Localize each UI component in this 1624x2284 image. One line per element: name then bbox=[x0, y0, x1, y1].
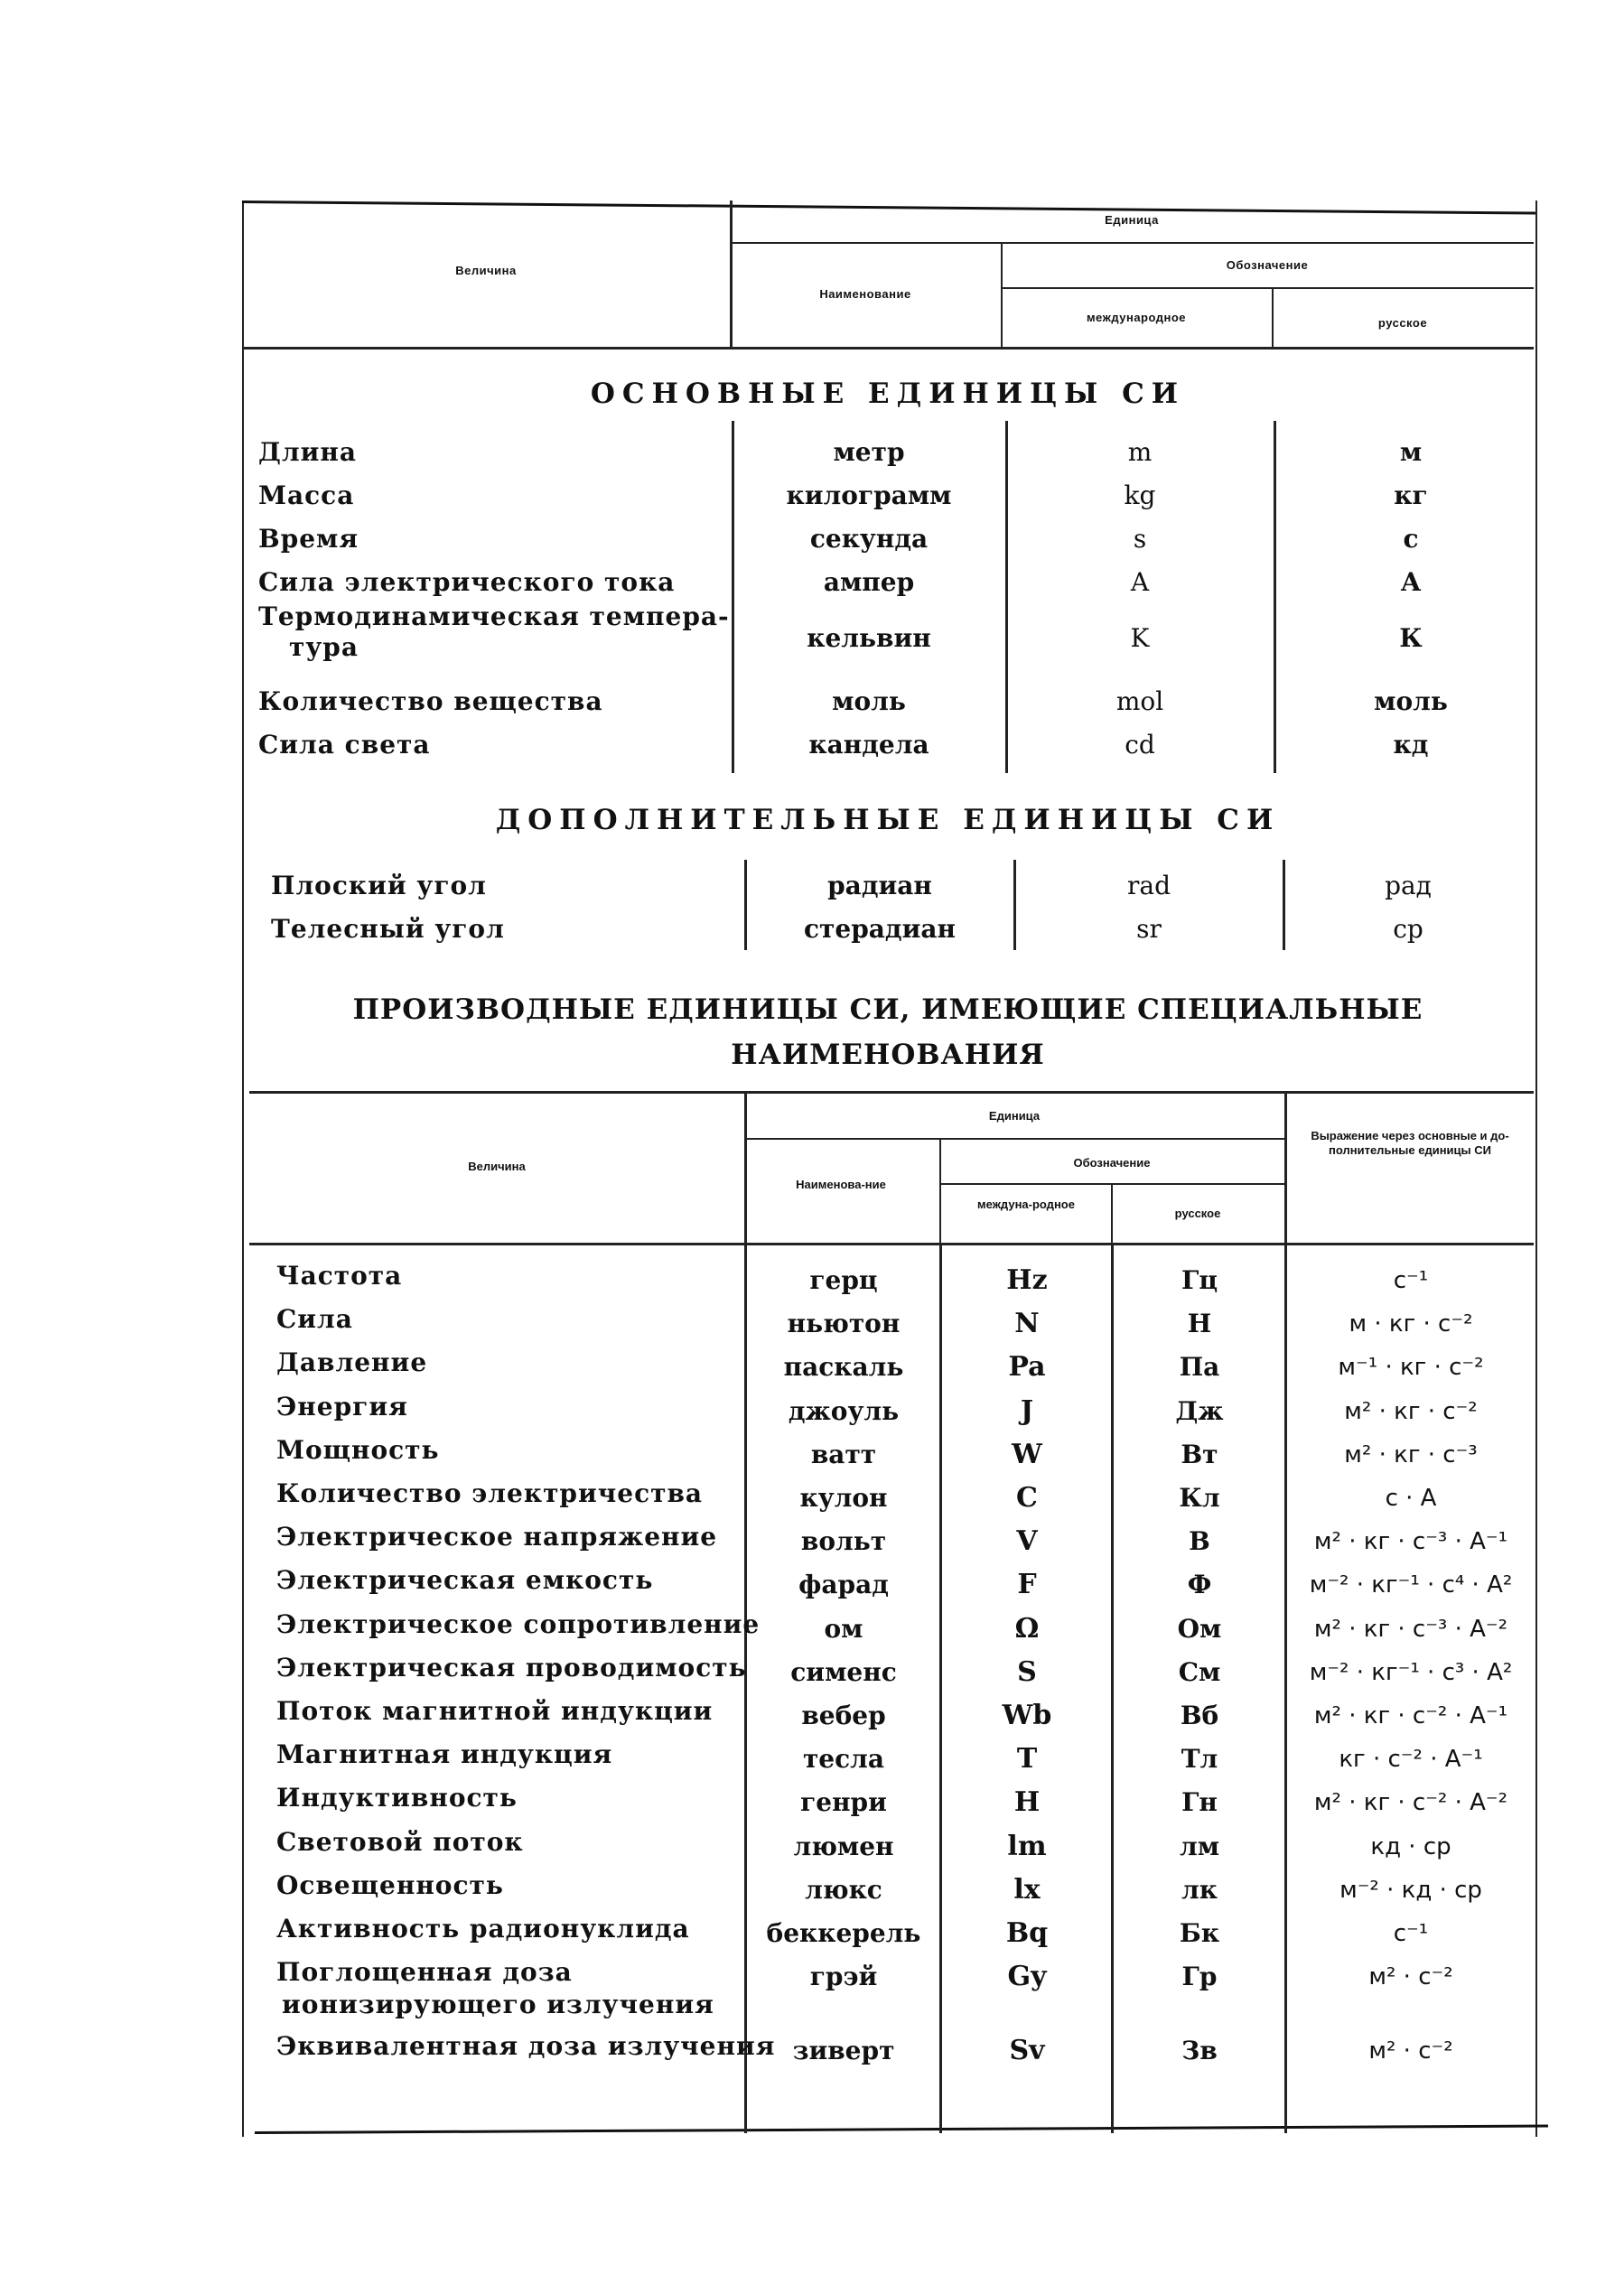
base-unit-row bbox=[0, 432, 1624, 473]
unit-name: моль bbox=[832, 686, 906, 716]
unit-international-symbol: cd bbox=[1125, 730, 1155, 760]
unit-name: килограмм bbox=[786, 480, 952, 510]
quantity-name: Электрическое напряжение bbox=[276, 1522, 718, 1552]
derived-unit-row bbox=[0, 1827, 1624, 1870]
derived-title-line2: НАИМЕНОВАНИЯ bbox=[731, 1039, 1045, 1071]
quantity-name: Частота bbox=[276, 1261, 403, 1291]
unit-russian-symbol: Зв bbox=[1181, 2036, 1218, 2066]
unit-name: метр bbox=[833, 437, 905, 467]
unit-name: герц bbox=[809, 1265, 878, 1295]
quantity-name: Поглощенная доза bbox=[276, 1957, 573, 1988]
unit-russian-symbol: К bbox=[1399, 623, 1423, 653]
expression-in-base-units: кг · с⁻² · А⁻¹ bbox=[1339, 1746, 1483, 1774]
base-unit-row bbox=[0, 562, 1624, 603]
derived-unit-row bbox=[0, 1609, 1624, 1653]
unit-russian-symbol: А bbox=[1400, 567, 1422, 597]
expression-in-base-units: м² · кг · с⁻² · А⁻² bbox=[1313, 1789, 1508, 1817]
header-designation: Обозначение bbox=[1226, 258, 1309, 272]
unit-international-symbol: Wb bbox=[1002, 1700, 1052, 1731]
expression-in-base-units: м² · кг · с⁻³ · А⁻¹ bbox=[1313, 1528, 1508, 1556]
base-unit-row bbox=[0, 681, 1624, 722]
unit-russian-symbol: Гн bbox=[1181, 1787, 1218, 1818]
unit-russian-symbol: Ф bbox=[1187, 1570, 1212, 1600]
derived-unit-row bbox=[0, 1739, 1624, 1783]
unit-international-symbol: K bbox=[1130, 623, 1150, 653]
unit-international-symbol: m bbox=[1127, 437, 1153, 467]
unit-russian-symbol: рад bbox=[1385, 871, 1432, 900]
unit-russian-symbol: кд bbox=[1393, 730, 1429, 760]
unit-international-symbol: C bbox=[1016, 1482, 1038, 1514]
unit-international-symbol: sr bbox=[1136, 914, 1162, 944]
quantity-name: Освещенность bbox=[276, 1869, 504, 1900]
unit-international-symbol: A bbox=[1130, 567, 1150, 597]
quantity-name: Термодинамическая темпера- bbox=[258, 601, 730, 631]
unit-name: сименс bbox=[790, 1656, 897, 1687]
expression-in-base-units: м² · кг · с⁻² · А⁻¹ bbox=[1313, 1702, 1508, 1729]
quantity-name: Электрическое сопротивление bbox=[276, 1608, 761, 1639]
derived-unit-row bbox=[0, 1696, 1624, 1739]
quantity-name: Мощность bbox=[276, 1434, 440, 1465]
unit-russian-symbol: Гр bbox=[1181, 1962, 1218, 1992]
unit-russian-symbol: Кл bbox=[1179, 1483, 1220, 1513]
unit-international-symbol: F bbox=[1017, 1569, 1037, 1601]
unit-name: беккерель bbox=[766, 1918, 921, 1948]
unit-name: паскаль bbox=[783, 1352, 904, 1383]
supplementary-unit-row bbox=[0, 909, 1624, 950]
unit-russian-symbol: Бк bbox=[1179, 1918, 1220, 1948]
quantity-name: Время bbox=[258, 524, 359, 554]
quantity-name: Магнитная индукция bbox=[276, 1739, 613, 1770]
derived-table-header bbox=[249, 1091, 1534, 1245]
unit-name: вольт bbox=[800, 1526, 887, 1557]
unit-international-symbol: Hz bbox=[1006, 1264, 1048, 1296]
unit-international-symbol: Bq bbox=[1005, 1917, 1049, 1949]
unit-international-symbol: lx bbox=[1013, 1873, 1041, 1906]
unit-russian-symbol: Ом bbox=[1177, 1613, 1222, 1644]
derived-unit-row bbox=[0, 1957, 1624, 2020]
derived-unit-row bbox=[0, 1914, 1624, 1957]
unit-name: тесла bbox=[802, 1744, 885, 1775]
unit-russian-symbol: лм bbox=[1179, 1831, 1220, 1861]
derived-unit-row bbox=[0, 1435, 1624, 1478]
expression-in-base-units: м⁻¹ · кг · с⁻² bbox=[1338, 1354, 1484, 1382]
unit-international-symbol: J bbox=[1020, 1394, 1034, 1427]
quantity-name-continued: тура bbox=[289, 632, 359, 662]
unit-international-symbol: W bbox=[1012, 1438, 1042, 1470]
expression-in-base-units: м² · кг · с⁻³ bbox=[1344, 1440, 1478, 1468]
derived-unit-row bbox=[0, 1347, 1624, 1391]
derived-unit-row bbox=[0, 1783, 1624, 1826]
unit-international-symbol: Ω bbox=[1014, 1612, 1040, 1645]
expression-in-base-units: с⁻¹ bbox=[1393, 1920, 1429, 1947]
quantity-name: Количество электричества bbox=[276, 1478, 704, 1508]
expression-in-base-units: м⁻² · кг⁻¹ · с⁴ · А² bbox=[1309, 1571, 1513, 1599]
quantity-name: Активность радионуклида bbox=[276, 1914, 690, 1944]
base-unit-row bbox=[0, 475, 1624, 517]
derived-header-russian: русское bbox=[1174, 1207, 1221, 1220]
unit-name: люмен bbox=[793, 1831, 894, 1861]
unit-international-symbol: s bbox=[1133, 524, 1147, 554]
derived-header-unit: Единица bbox=[988, 1109, 1041, 1123]
unit-name: кельвин bbox=[807, 623, 931, 653]
base-unit-row bbox=[0, 601, 1624, 662]
unit-russian-symbol: Па bbox=[1179, 1352, 1220, 1383]
quantity-name: Эквивалентная доза излучения bbox=[276, 2031, 776, 2062]
supplementary-unit-row bbox=[0, 865, 1624, 907]
unit-name: джоуль bbox=[788, 1395, 900, 1426]
unit-name: ватт bbox=[810, 1439, 877, 1469]
unit-russian-symbol: Вб bbox=[1180, 1701, 1219, 1730]
unit-russian-symbol: ср bbox=[1393, 914, 1423, 944]
quantity-name: Сила электрического тока bbox=[258, 567, 676, 597]
derived-unit-row bbox=[0, 1392, 1624, 1435]
unit-russian-symbol: с bbox=[1403, 524, 1419, 554]
unit-russian-symbol: Гц bbox=[1181, 1265, 1218, 1295]
unit-russian-symbol: лк bbox=[1181, 1874, 1218, 1905]
quantity-name: Масса bbox=[258, 480, 355, 510]
unit-name: ньютон bbox=[787, 1309, 901, 1339]
unit-name: люкс bbox=[805, 1874, 882, 1905]
derived-unit-row bbox=[0, 2031, 1624, 2074]
header-quantity: Величина bbox=[455, 264, 517, 277]
quantity-name: Давление bbox=[276, 1347, 428, 1378]
derived-header-designation: Обозначение bbox=[1073, 1156, 1151, 1170]
unit-international-symbol: Gy bbox=[1007, 1961, 1047, 1993]
derived-unit-row bbox=[0, 1522, 1624, 1565]
derived-unit-row bbox=[0, 1870, 1624, 1914]
derived-title-line1: ПРОИЗВОДНЫЕ ЕДИНИЦЫ СИ, ИМЕЮЩИЕ СПЕЦИАЛЬНЫЕ bbox=[352, 993, 1423, 1026]
unit-russian-symbol: Дж bbox=[1175, 1395, 1224, 1426]
unit-international-symbol: S bbox=[1017, 1655, 1037, 1688]
unit-name: кандела bbox=[808, 730, 929, 760]
header-name: Наименование bbox=[819, 287, 911, 301]
unit-name: вебер bbox=[801, 1701, 886, 1730]
unit-russian-symbol: Н bbox=[1187, 1309, 1212, 1339]
quantity-name: Количество вещества bbox=[258, 686, 603, 716]
unit-name: ом bbox=[824, 1613, 863, 1644]
unit-russian-symbol: м bbox=[1399, 437, 1423, 467]
unit-international-symbol: T bbox=[1016, 1743, 1038, 1776]
unit-international-symbol: Sv bbox=[1009, 2035, 1045, 2067]
derived-unit-row bbox=[0, 1565, 1624, 1608]
quantity-name: Электрическая проводимость bbox=[276, 1652, 747, 1683]
quantity-name: Телесный угол bbox=[271, 914, 505, 944]
quantity-name: Поток магнитной индукции bbox=[276, 1696, 714, 1726]
unit-russian-symbol: Тл bbox=[1181, 1744, 1218, 1775]
unit-name: кулон bbox=[799, 1483, 888, 1513]
header-russian: русское bbox=[1377, 316, 1428, 330]
unit-international-symbol: kg bbox=[1124, 480, 1156, 510]
unit-name: ампер bbox=[823, 567, 915, 597]
unit-international-symbol: H bbox=[1013, 1786, 1041, 1819]
quantity-name: Энергия bbox=[276, 1391, 408, 1422]
quantity-name: Длина bbox=[258, 437, 358, 467]
unit-russian-symbol: В bbox=[1189, 1526, 1210, 1557]
expression-in-base-units: м⁻² · кг⁻¹ · с³ · А² bbox=[1309, 1658, 1513, 1686]
expression-in-base-units: м² · с⁻² bbox=[1368, 2037, 1453, 2065]
expression-in-base-units: кд · ср bbox=[1370, 1832, 1451, 1860]
supplementary-units-title: ДОПОЛНИТЕЛЬНЫЕ ЕДИНИЦЫ СИ bbox=[495, 804, 1281, 836]
unit-name: генри bbox=[800, 1787, 887, 1818]
derived-header-name: Наименова-ние bbox=[796, 1178, 886, 1191]
unit-russian-symbol: кг bbox=[1394, 480, 1428, 510]
derived-header-international: междуна-родное bbox=[977, 1198, 1075, 1211]
quantity-name: Электрическая емкость bbox=[276, 1565, 654, 1596]
unit-name: стерадиан bbox=[804, 914, 956, 944]
derived-unit-row bbox=[0, 1304, 1624, 1347]
quantity-name: Индуктивность bbox=[276, 1783, 518, 1813]
unit-international-symbol: lm bbox=[1007, 1830, 1047, 1862]
header-international: международное bbox=[1086, 311, 1187, 324]
quantity-name: Световой поток bbox=[276, 1826, 524, 1857]
base-units-title: ОСНОВНЫЕ ЕДИНИЦЫ СИ bbox=[590, 378, 1186, 410]
quantity-name-continued: ионизирующего излучения bbox=[282, 1990, 714, 2020]
base-unit-row bbox=[0, 724, 1624, 766]
unit-international-symbol: mol bbox=[1115, 686, 1164, 716]
derived-header-expression: Выражение через основные и до-полнительные единицы СИ bbox=[1311, 1129, 1509, 1157]
unit-russian-symbol: Вт bbox=[1181, 1439, 1218, 1469]
unit-name: зиверт bbox=[792, 2036, 895, 2066]
quantity-name: Сила света bbox=[258, 730, 431, 760]
expression-in-base-units: с · А bbox=[1385, 1485, 1437, 1512]
unit-name: фарад bbox=[798, 1570, 889, 1600]
quantity-name: Плоский угол bbox=[271, 871, 487, 900]
unit-name: секунда bbox=[809, 524, 929, 554]
expression-in-base-units: м⁻² · кд · ср bbox=[1339, 1876, 1482, 1904]
unit-international-symbol: Pa bbox=[1008, 1351, 1046, 1384]
unit-name: грэй bbox=[809, 1962, 878, 1992]
unit-russian-symbol: См bbox=[1178, 1656, 1221, 1687]
derived-unit-row bbox=[0, 1261, 1624, 1304]
unit-russian-symbol: моль bbox=[1374, 686, 1448, 716]
expression-in-base-units: м² · кг · с⁻³ · А⁻² bbox=[1313, 1615, 1508, 1643]
quantity-name: Сила bbox=[276, 1304, 353, 1335]
base-unit-row bbox=[0, 518, 1624, 560]
expression-in-base-units: м² · кг · с⁻² bbox=[1344, 1397, 1478, 1425]
header-unit: Единица bbox=[1105, 213, 1159, 227]
unit-international-symbol: N bbox=[1014, 1308, 1040, 1340]
unit-international-symbol: V bbox=[1016, 1525, 1038, 1558]
top-table-header bbox=[242, 200, 1534, 349]
derived-header-quantity: Величина bbox=[468, 1160, 526, 1173]
expression-in-base-units: м² · с⁻² bbox=[1368, 1963, 1453, 1991]
derived-unit-row bbox=[0, 1478, 1624, 1522]
expression-in-base-units: с⁻¹ bbox=[1393, 1267, 1429, 1294]
unit-international-symbol: rad bbox=[1126, 871, 1171, 900]
expression-in-base-units: м · кг · с⁻² bbox=[1349, 1310, 1473, 1338]
unit-name: радиан bbox=[827, 871, 932, 900]
derived-unit-row bbox=[0, 1653, 1624, 1696]
